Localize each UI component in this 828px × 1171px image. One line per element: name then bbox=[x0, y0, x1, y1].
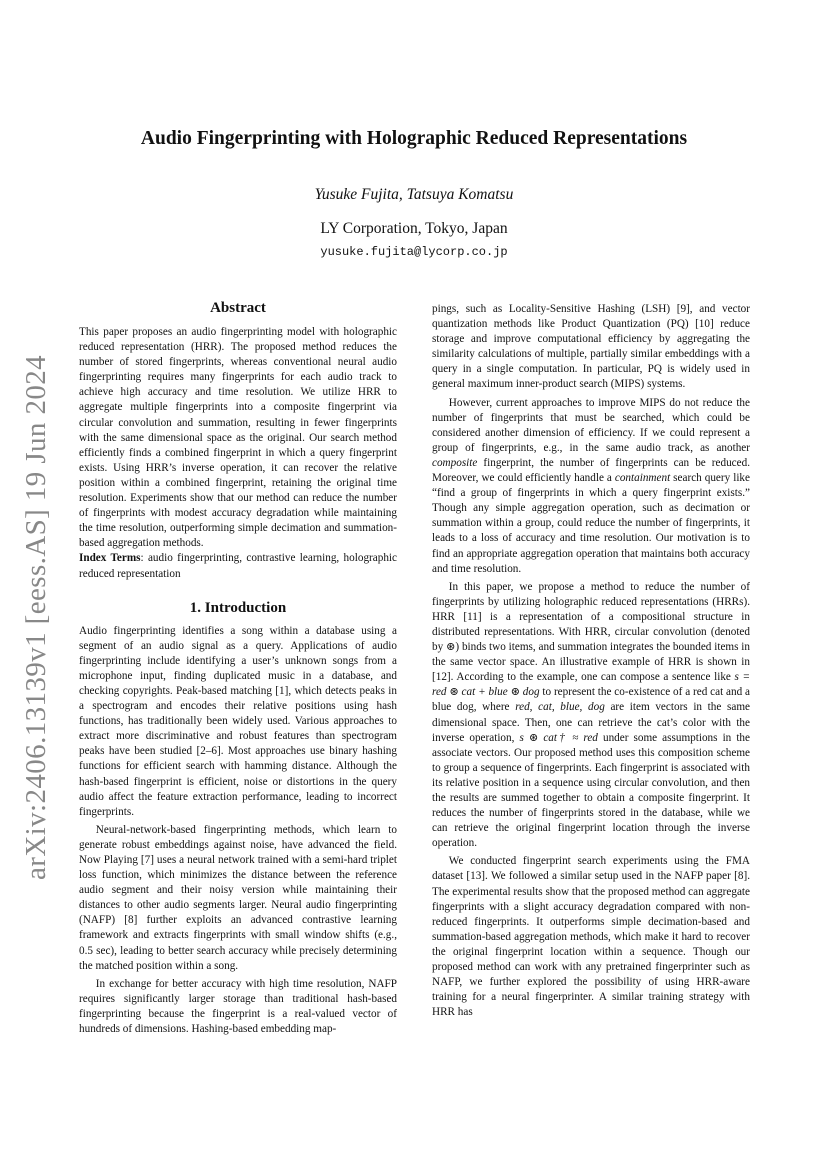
intro-paragraph-2: Neural-network-based fingerprinting methods, which learn to generate robust embeddings against noise, have advanced the field. Now Playing [7] uses a neural network trained with a semi-hard triplet loss function, which minimizes the distance between the reference audio segment and their noisy version while maintaining their distances to other audio segments larger. Neural audio fingerprinting (NAFP) [8] further exploits an advanced contrastive learning framework and extracts fingerprints with small window shifts (e.g., 0.5 sec), leading to better search accuracy while precisely determining the matched position within a song. bbox=[79, 823, 397, 972]
abstract-heading: Abstract bbox=[210, 300, 266, 316]
p2-text-b: fingerprint, the number of fingerprints can be reduced. Moreover, we could efficiently handle a bbox=[432, 456, 750, 485]
p2-text-a: However, current approaches to improve MIPS do not reduce the number of fingerprints that must be searched, which could be considered another dimension of efficiency. If we could represent a group of fingerprints, e.g., in the same audio track, as another bbox=[432, 396, 750, 454]
index-terms-label: Index Terms bbox=[79, 552, 141, 565]
right-paragraph-2 bbox=[432, 396, 750, 577]
p3-math-inverse: s ⊛ cat† ≈ red bbox=[519, 731, 598, 744]
intro-paragraph-3: In exchange for better accuracy with high time resolution, NAFP requires significantly larger storage than traditional hash-based fingerprinting because the fingerprint is a real-valued vector of hundreds of dimensions. Hashing-based embedding map- bbox=[79, 977, 397, 1036]
right-column bbox=[432, 302, 750, 1020]
intro-paragraph-1: Audio fingerprinting identifies a song within a database using a segment of an audio signal as a query. Applications of audio fingerprinting include identifying a user’s unknown songs from a microphone input, finding duplicated music in a database, and checking copyrights. Peak-based matching [1], which detects peaks in a spectrogram and encodes their relative positions using hash functions, has traditionally been widely used. Various approaches to extract more discriminative and robust features than spectrogram peaks have been studied [2–6]. Most approaches use binary hashing functions for efficient search with hamming distance. Although the hash-based fingerprint is efficient, noise or distortions in the query audio affect the feature extraction performance, leading to incorrect fingerprints. bbox=[79, 624, 397, 818]
paper-authors: Yusuke Fujita, Tatsuya Komatsu bbox=[314, 186, 514, 203]
p2-text-c: search query like “find a group of fingerprints in which a query fingerprint exists.” Though any simple aggregation operation, such as decimation or summation within a group, could reduce the number of fingerprints, it leads to a loss of accuracy and time resolution. Our motivation is to find an appropriate aggregation operation that maintains both accuracy and time resolution. bbox=[432, 472, 750, 575]
p3-text-b: to represent the co-existence of a red cat and a blue dog, where bbox=[432, 686, 750, 714]
paper-affiliation: LY Corporation, Tokyo, Japan bbox=[320, 220, 508, 237]
arxiv-identifier: arXiv:2406.13139v1 [eess.AS] 19 Jun 2024 bbox=[20, 354, 52, 880]
index-terms bbox=[79, 551, 397, 581]
p3-text-d: under some assumptions in the associate vectors. Our proposed method uses this composition scheme to group a sequence of fingerprints. Each fingerprint is associated with its relative position in a sequence using circular convolution, and then the results are summed together to obtain a composite fingerprint. It reduces the number of fingerprints stored in the database, while we can retrieve the original fingerprint location through the inverse operation. bbox=[432, 731, 750, 850]
p2-emph-composite: composite bbox=[432, 456, 478, 469]
p3-text-a: In this paper, we propose a method to reduce the number of fingerprints by utilizing holographic reduced representations (HRRs). HRR [11] is a representation of a compositional structure in distributed representations. With HRR, circular convolution (denoted by ⊛) binds two items, and summation integrates the bounded items in the same vector space. An illustrative example of HRR is shown in [12]. According to the example, one can compose a sentence like bbox=[432, 580, 750, 684]
p3-math-sentence: s = red ⊛ cat + blue ⊛ dog bbox=[432, 671, 751, 699]
p3-math-items: red, cat, blue, dog bbox=[515, 701, 605, 714]
p2-emph-containment: containment bbox=[614, 472, 671, 485]
left-column bbox=[79, 298, 397, 1037]
index-terms-text: : audio fingerprinting, contrastive learning, holographic reduced representation bbox=[79, 552, 397, 580]
paper-title: Audio Fingerprinting with Holographic Reduced Representations bbox=[140, 128, 688, 149]
right-paragraph-1: pings, such as Locality-Sensitive Hashing (LSH) [9], and vector quantization methods like Product Quantization (PQ) [10] reduce storage and improve computational efficiency by aggregating the similarity calculations of multiple, partially similar embeddings with a query in a single computation. In particular, PQ is widely used in general maximum inner-product search (MIPS) systems. bbox=[432, 303, 750, 391]
introduction-heading: 1. Introduction bbox=[189, 599, 287, 616]
p3-text-c: are item vectors in the same dimensional space. Then, one can retrieve the cat’s color with the inverse operation, bbox=[432, 701, 751, 744]
abstract-text: This paper proposes an audio fingerprinting model with holographic reduced representation (HRR). The proposed method reduces the number of stored fingerprints, whereas conventional neural audio fingerprinting requires many fingerprints for each audio track to achieve high accuracy and time resolution. We utilize HRR to aggregate multiple fingerprints into a composite fingerprint via circular convolution and summation, resulting in fewer fingerprints with the same dimensional space as the original. Our search method efficiently finds a combined fingerprint in which a query fingerprint exists. Using HRR’s inverse operation, it can recover the relative position within a combined fingerprint, retaining the original time resolution. Experiments show that our method can reduce the number of fingerprints with modest accuracy degradation while maintaining the time resolution, outperforming simple decimation and summation-based aggregation methods. bbox=[79, 326, 397, 550]
right-paragraph-4: We conducted fingerprint search experiments using the FMA dataset [13]. We followed a similar setup used in the NAFP paper [8]. The experimental results show that the proposed method can aggregate fingerprints with a slight accuracy degradation compared with non-reduced fingerprints. It outperforms simple decimation-based and summation-based aggregation methods, which make it hard to recover the original fingerprint location within a sequence. Though our proposed method can work with any pretrained fingerprinter such as NAFP, we further explored the possibility of using HRR-aware training for a neural fingerprinter. A similar training strategy with HRR has bbox=[432, 855, 750, 1019]
paper-email: yusuke.fujita@lycorp.co.jp bbox=[320, 245, 508, 259]
right-paragraph-3 bbox=[432, 580, 750, 852]
